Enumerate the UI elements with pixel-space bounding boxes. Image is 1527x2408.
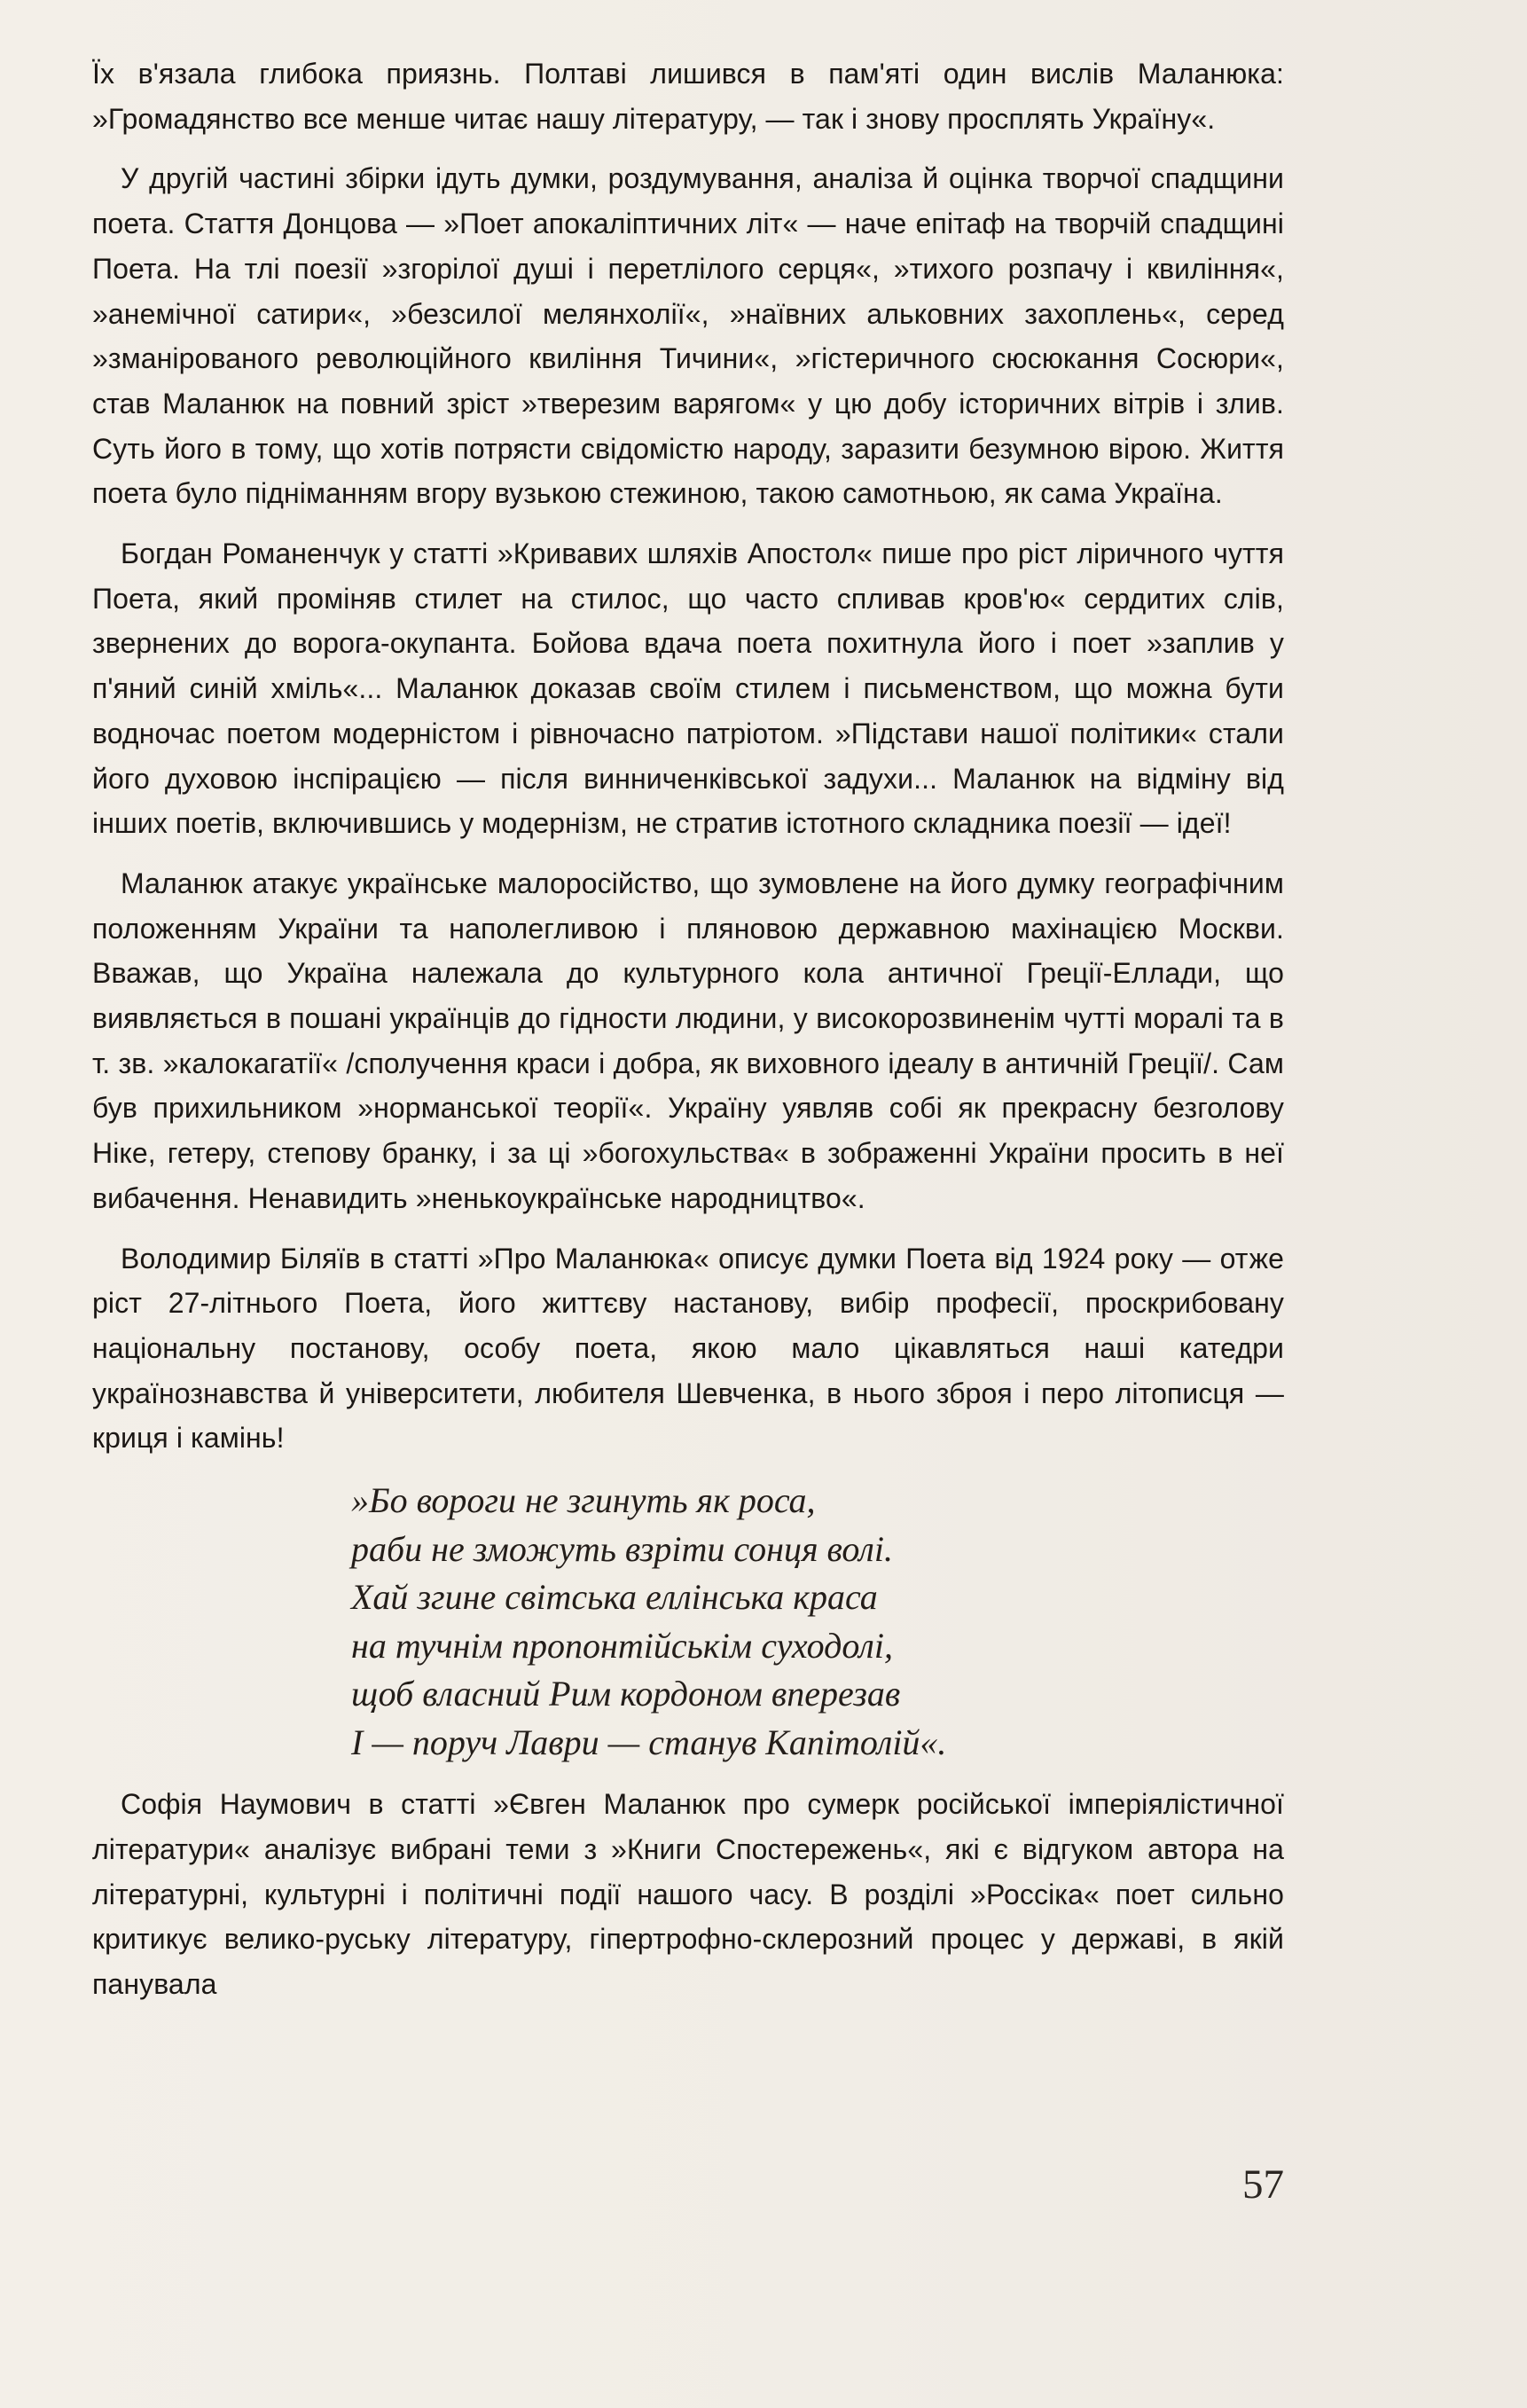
poem-quote <box>351 1477 1284 1767</box>
paragraph-naumovych: Софія Наумович в статті »Євген Маланюк про сумерк російської імперіялістичної літератури« аналізує вибрані теми з »Книги Спостережень«, які є відгуком автора на літературні, культурні і політичні події нашого часу. В розділі »Россіка« поет сильно критикує велико-руську літературу, гіпертрофно-склерозний процес у державі, в якій панувала <box>92 1788 1284 2000</box>
paragraph-dontsov: У другій частині збірки ідуть думки, роздумування, аналіза й оцінка творчої спадщини поета. Стаття Донцова — »Поет апокаліптичних літ« — наче епітаф на творчій спадщині Поета. На тлі поезії »згорілої душі і перетлілого серця«, »тихого розпачу і квиління«, »анемічної сатири«, »безсилої мелянхолії«, »наївних альковних захоплень«, серед »зманірованого революційного квиління Тичини«, »гістеричного сюсюкання Сосюри«, став Маланюк на повний зріст »тверезим варягом« у цю добу історичних вітрів і злив. Суть його в тому, що хотів потрясти свідомістю народу, заразити безумною вірою. Життя поета було підніманням вгору вузькою стежиною, такою самотньою, як сама Україна. <box>92 162 1284 510</box>
poem-line: на тучнім пропонтійськім суходолі, <box>351 1625 893 1666</box>
poem-line: »Бо вороги не згинуть як роса, <box>351 1480 816 1521</box>
page-number: 57 <box>1242 2161 1284 2208</box>
paragraph-biliaiv: Володимир Біляїв в статті »Про Маланюка« описує думки Поета від 1924 року — отже ріст 27-літнього Поета, його життєву настанову, вибір професії, проскрибовану національну постанову, особу поета, якою мало цікавляться наші катедри українознавства й університети, любителя Шевченка, в нього зброя і перо літописця — криця і камінь! <box>92 1242 1284 1455</box>
poem-line: Хай згине світська еллінська краса <box>351 1577 878 1618</box>
paragraph-malorossiystvo: Маланюк атакує українське малоросійство, що зумовлене на його думку географічним положенням України та наполегливою і пляновою державною махінацією Москви. Вважав, що Україна належала до культурного кола античної Греції-Еллади, що виявляється в пошані українців до гідности людини, у високорозвиненім чутті моралі та в т. зв. »калокагатії« /сполучення краси і добра, як виховного ідеалу в античній Греції/. Сам був прихильником »норманської теорії«. Україну уявляв собі як прекрасну безголову Ніке, гетеру, степову бранку, і за ці »богохульства« в зображенні України просить в неї вибачення. Ненавидить »ненькоукраїнське народництво«. <box>92 867 1284 1214</box>
poem-line: щоб власний Рим кордоном вперезав <box>351 1674 901 1714</box>
article-body <box>92 51 1284 2007</box>
paragraph-intro: Їх в'язала глибока приязнь. Полтаві лишився в пам'яті один вислів Маланюка: »Громадянство все менше читає нашу літературу, — так і знову просплять Україну«. <box>92 58 1284 135</box>
poem-line: І — поруч Лаври — станув Капітолій«. <box>351 1722 947 1762</box>
poem-line: раби не зможуть взріти сонця волі. <box>351 1528 893 1569</box>
paragraph-romanenchuk: Богдан Романенчук у статті »Кривавих шляхів Апостол« пише про ріст ліричного чуття Поета, який проміняв стилет на стилос, що часто спливав кров'ю« сердитих слів, звернених до ворога-окупанта. Бойова вдача поета похитнула його і поет »заплив у п'яний синій хміль«... Маланюк доказав своїм стилем і письменством, що можна бути водночас поетом модерністом і рівночасно патріотом. »Підстави нашої політики« стали його духовою інспірацією — після винниченківської задухи... Маланюк на відміну від інших поетів, включившись у модернізм, не стратив істотного складника поезії — ідеї! <box>92 537 1284 840</box>
